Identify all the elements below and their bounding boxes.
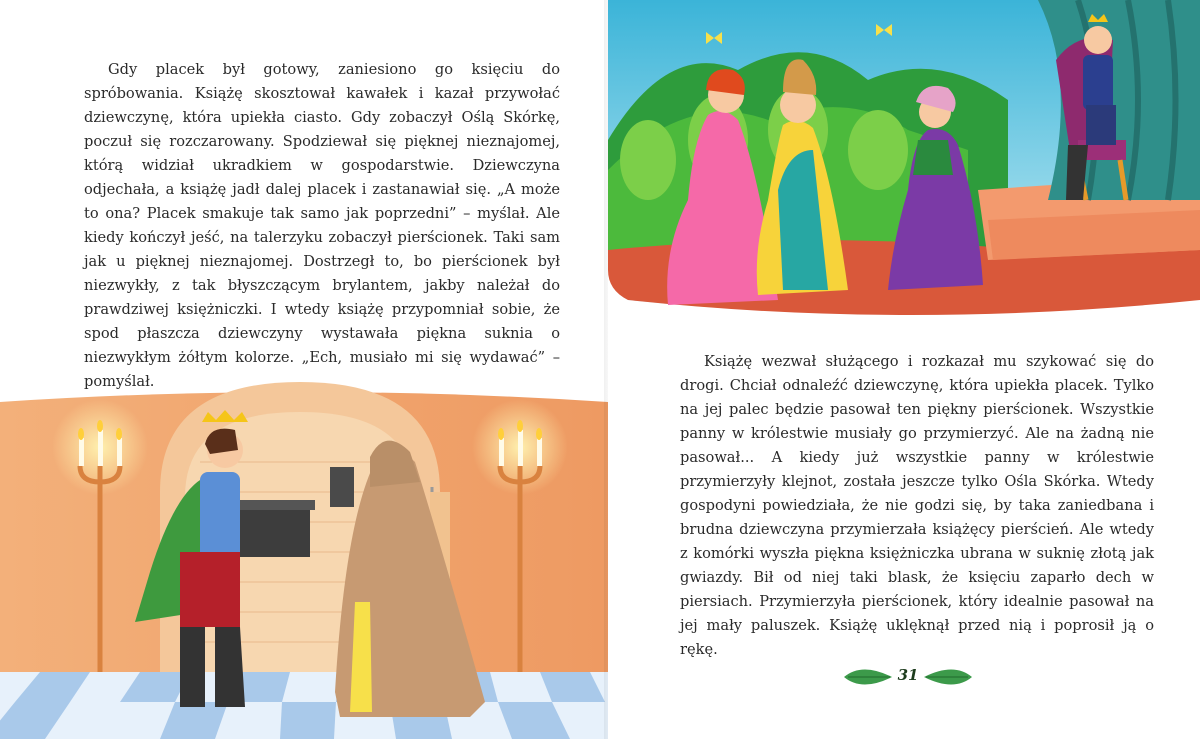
- right-leaf-icon: [922, 666, 974, 688]
- page-number-ornament: [842, 662, 974, 692]
- kitchen-illustration: [0, 372, 608, 739]
- right-paragraph: Książę wezwał służącego i rozkazał mu szykować się do drogi. Chciał odnaleźć dziewczynę, która upiekła placek. Tylko na jej palec będzie pasował ten piękny pierścionek. Wszystkie panny w królestwie musiały go przymierzyć. Ale na żadną nie pasował... A kiedy już wszystkie panny w królestwie przymierzyły klejnot, została jeszcze tylko Ośla Skórka. Wtedy gospodyni powiedziała, że nie godzi się, by taka zaniedbana i brudna dziewczyna przymierzała książęcy pierścień. Ale wtedy z komórki wyszła piękna księżniczka ubrana w suknię złotą jak gwiazdy. Bił od niej taki blask, że księciu zaparło dech w piersiach. Przymierzyła pierścionek, który idealnie pasował na jej mały paluszek. Książę uklęknął przed nią i poprosił ją o rękę.: [680, 353, 1154, 658]
- left-paragraph: Gdy placek był gotowy, zaniesiono go księciu do spróbowania. Książę skosztował kawałek i kazał przywołać dziewczynę, która upiekła ciasto. Gdy zobaczył Oślą Skórkę, poczuł się rozczarowany. Spodziewał się pięknej nieznajomej, którą widział ukradkiem w gospodarstwie. Dziewczyna odjechała, a książę jadł dalej placek i zastanawiał się. „A może to ona? Placek smakuje tak samo jak poprzedni” – myślał. Ale kiedy kończył jeść, na talerzyku zobaczył pierścionek. Taki sam jak u pięknej nieznajomej. Dostrzegł to, bo pierścionek był niezwykły, z tak błyszczącym brylantem, jakby należał do prawdziwej księżniczki. I wtedy książę przypomniał sobie, że spod płaszcza dziewczyny wystawała piękna suknia o niezwykłym żółtym kolorze. „Ech, musiało mi się wydawać” – pomyślał.: [84, 61, 560, 390]
- right-page-text: [680, 350, 1154, 662]
- throne-room-illustration: [608, 0, 1200, 330]
- page-number: 31: [897, 666, 919, 684]
- left-page-text: [84, 58, 560, 394]
- right-page: [608, 0, 1200, 739]
